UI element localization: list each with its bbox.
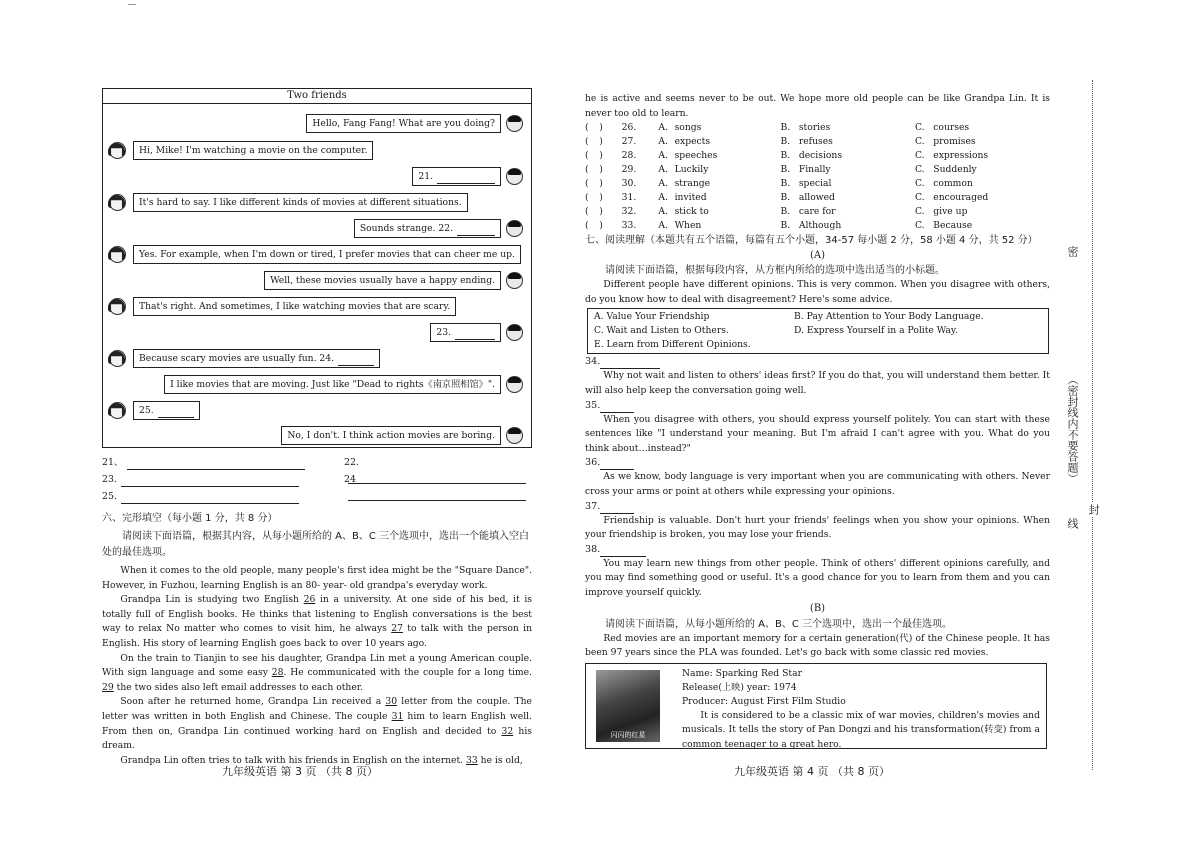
option-letter: B.	[780, 178, 791, 190]
section-6-instruction: 请阅读下面语篇，根据其内容，从每小题所给的 A、B、C 三个选项中，选出一个能填入空白处的最佳选项。	[102, 531, 530, 558]
option-c[interactable]: common	[933, 178, 973, 190]
option-b[interactable]: Finally	[798, 164, 831, 176]
question-number: 29.	[621, 164, 637, 176]
answer-blank-34[interactable]	[600, 358, 660, 369]
dialogue-line: Because scary movies are usually fun. 24.	[133, 349, 380, 368]
option-letter: B.	[780, 192, 791, 204]
heading-options-box	[587, 308, 1049, 354]
cloze-passage	[102, 564, 532, 768]
open-paren: (	[585, 178, 589, 190]
paragraph-34: Why not wait and listen to others' ideas first? If you do that, you will understand them better. It will also help keep the conversation going well.	[585, 370, 1050, 396]
blank-32[interactable]: 32	[501, 725, 514, 737]
option-letter: C.	[914, 178, 925, 190]
answer-label: 24	[344, 474, 356, 485]
cloze-paragraph: Grandpa Lin is studying two English 26 in a university. At one side of his bed, it is totally full of English books. He thinks that listening to English conversations is the best way to relax No matter who comes to visit him, he always 27 to talk with the person in English. His story of learning English goes back to over 10 years ago.	[102, 594, 533, 649]
option-a[interactable]: invited	[674, 192, 707, 204]
question-number: 30.	[621, 178, 637, 190]
answer-blank-35[interactable]	[600, 402, 634, 413]
option-row	[585, 163, 1025, 177]
open-paren: (	[585, 136, 589, 148]
dialogue-title: Two friends	[103, 89, 531, 104]
option-letter: C.	[914, 150, 925, 162]
answer-slot[interactable]: )	[599, 178, 603, 190]
option-letter: C.	[914, 122, 925, 134]
answer-line[interactable]	[127, 460, 305, 470]
part-a-instruction: 请阅读下面语篇，根据每段内容，从方框内所给的选项中选出适当的小标题。	[605, 265, 945, 277]
option-letter: C.	[914, 206, 925, 218]
answer-blank-37[interactable]	[600, 503, 634, 514]
open-paren: (	[585, 164, 589, 176]
answer-slot[interactable]: )	[599, 150, 603, 162]
part-a-label: (A)	[809, 250, 826, 262]
movie-card	[585, 663, 1047, 749]
option-letter: C.	[914, 220, 925, 232]
question-34: 34.	[585, 355, 1050, 369]
dialogue-line: Hi, Mike! I'm watching a movie on the computer.	[133, 141, 373, 160]
dialogue-line: That's right. And sometimes, I like watching movies that are scary.	[133, 297, 456, 316]
margin-char-feng: 封	[1087, 504, 1100, 515]
option-a[interactable]: stick to	[674, 206, 709, 218]
option-c[interactable]: courses	[933, 122, 970, 134]
answer-slot[interactable]: )	[599, 164, 603, 176]
question-37: 37.	[585, 500, 1050, 514]
heading-option: A. Value Your Friendship	[594, 311, 710, 323]
movie-producer: Producer: August First Film Studio	[682, 695, 846, 707]
part-a-intro: Different people have different opinions. This is very common. When you disagree with others, do you know how to deal with disagreement? Here's some advice.	[585, 279, 1050, 305]
page-3	[102, 70, 532, 768]
option-c[interactable]: encouraged	[933, 192, 989, 204]
answer-blank-36[interactable]	[600, 459, 634, 470]
dialogue-line: No, I don't. I think action movies are boring.	[281, 426, 501, 445]
girl-avatar-icon	[109, 246, 126, 263]
answer-line[interactable]	[121, 494, 299, 504]
question-number: 32.	[621, 206, 637, 218]
dialogue-line: 21.	[412, 167, 501, 186]
boy-avatar-icon	[506, 324, 523, 341]
question-38: 38.	[585, 543, 1050, 557]
option-b[interactable]: stories	[798, 122, 831, 134]
dialogue-blank[interactable]	[457, 225, 495, 236]
cloze-continuation: he is active and seems never to be out. We hope more old people can be like Grandpa Lin. It is never too old to learn.	[585, 93, 1050, 119]
option-letter: A.	[658, 164, 668, 176]
option-a[interactable]: Luckily	[674, 164, 709, 176]
option-letter: B.	[780, 122, 791, 134]
option-letter: A.	[658, 136, 668, 148]
cloze-paragraph: Soon after he returned home, Grandpa Lin received a 30 letter from the couple. The letter was written in both English and Chinese. The couple 31 him to learn English well. From then on, Grandpa Lin continued working hard on English and decided to 32 his dream.	[102, 696, 532, 752]
answer-lines	[102, 448, 532, 506]
option-letter: B.	[780, 150, 791, 162]
option-letter: C.	[914, 164, 925, 176]
option-a[interactable]: strange	[674, 178, 711, 190]
part-b-label: (B)	[809, 602, 826, 614]
blank-29[interactable]: 29	[102, 681, 114, 693]
answer-slot[interactable]: )	[599, 206, 603, 218]
part-b-instruction: 请阅读下面语篇，从每小题所给的 A、B、C 三个选项中，选出一个最佳选项。	[605, 618, 953, 630]
dialogue-line: Sounds strange. 22.	[354, 219, 501, 238]
boy-avatar-icon	[506, 272, 523, 289]
option-a[interactable]: songs	[674, 122, 702, 134]
movie-release: Release(上映) year: 1974	[682, 681, 797, 693]
girl-avatar-icon	[109, 402, 126, 419]
heading-option: E. Learn from Different Opinions.	[594, 339, 751, 351]
dialogue-blank[interactable]	[437, 173, 495, 184]
question-35: 35.	[585, 399, 1050, 413]
option-letter: B.	[780, 206, 791, 218]
answer-label: 22.	[344, 457, 359, 468]
answer-blank-38[interactable]	[600, 546, 646, 557]
scan-mark	[128, 0, 136, 5]
option-letter: C.	[914, 192, 925, 204]
margin-char-mi: 密	[1066, 246, 1079, 257]
option-b[interactable]: care for	[798, 206, 836, 218]
option-row	[585, 191, 1025, 205]
option-c[interactable]: expressions	[933, 150, 989, 162]
paragraph-38: You may learn new things from other people. Think of others' different opinions carefully, and you may find something good or useful. It's a good chance for you to learn from them and you can improve yourself quickly.	[585, 557, 1050, 598]
option-letter: A.	[658, 178, 668, 190]
option-row	[585, 135, 1025, 149]
seal-line	[1092, 80, 1093, 770]
option-row	[585, 121, 1025, 135]
dialogue-line: Hello, Fang Fang! What are you doing?	[306, 114, 501, 133]
option-letter: C.	[914, 136, 925, 148]
answer-slot[interactable]: )	[599, 136, 603, 148]
dialogue-blank[interactable]	[455, 329, 495, 340]
open-paren: (	[585, 150, 589, 162]
option-c[interactable]: Because	[933, 220, 973, 232]
heading-option: C. Wait and Listen to Others.	[594, 325, 729, 337]
option-letter: A.	[658, 220, 668, 232]
girl-avatar-icon	[109, 142, 126, 159]
cloze-paragraph: On the train to Tianjin to see his daughter, Grandpa Lin met a young American couple. With sign language and some easy 28. He communicated with the couple for a long time. 29 the two sides also left email addresses to each other.	[102, 652, 532, 693]
boy-avatar-icon	[506, 427, 523, 444]
dialogue-line: Yes. For example, when I'm down or tired, I prefer movies that can cheer me up.	[133, 245, 521, 264]
option-a[interactable]: expects	[674, 136, 711, 148]
answer-slot[interactable]: )	[599, 192, 603, 204]
open-paren: (	[585, 122, 589, 134]
question-number: 27.	[621, 136, 637, 148]
answer-label: 21、	[102, 457, 124, 468]
question-number: 31.	[621, 192, 637, 204]
answer-line[interactable]	[348, 491, 526, 501]
question-36: 36.	[585, 456, 1050, 470]
answer-slot[interactable]: )	[599, 122, 603, 134]
option-b[interactable]: allowed	[798, 192, 835, 204]
dialogue-box	[102, 88, 532, 448]
heading-option: B. Pay Attention to Your Body Language.	[794, 311, 984, 323]
cloze-options	[585, 121, 1025, 233]
answer-line[interactable]	[121, 477, 299, 487]
question-number: 28.	[621, 150, 637, 162]
option-a[interactable]: speeches	[674, 150, 718, 162]
margin-note: （密封线内不要答题）	[1066, 374, 1079, 484]
boy-avatar-icon	[506, 115, 523, 132]
blank-28[interactable]: 28	[271, 667, 284, 679]
option-letter: B.	[780, 220, 791, 232]
dialogue-line: Well, these movies usually have a happy ending.	[264, 271, 501, 290]
option-row	[585, 149, 1025, 163]
blank-27[interactable]: 27	[391, 623, 403, 635]
movie-name: Name: Sparking Red Star	[682, 667, 802, 679]
paragraph-37: Friendship is valuable. Don't hurt your friends' feelings when you show your opinions. When your friendship is broken, you may lose your friends.	[585, 514, 1050, 541]
option-letter: A.	[658, 150, 668, 162]
dialogue-line: 23.	[430, 323, 501, 342]
paragraph-35: When you disagree with others, you should express yourself politely. You can start with these sentences like "I understand your meaning. But I'm afraid I can't agree with you. What do you think about…instead?"	[585, 413, 1050, 454]
answer-label: 23.	[102, 474, 117, 485]
movie-description: It is considered to be a classic mix of war movies, children's movies and musicals. It tells the story of Pan Dongzi and his transformation(转变) from a common teenager to a great hero.	[682, 709, 1040, 750]
option-a[interactable]: When	[674, 220, 702, 232]
option-row	[585, 219, 1025, 233]
page-4	[585, 70, 1050, 749]
option-row	[585, 177, 1025, 191]
option-letter: A.	[658, 192, 668, 204]
paragraph-36: As we know, body language is very important when you are communicating with others. Never cross your arms or point at others while expressing your opinions.	[585, 471, 1050, 497]
section-7-title: 七、阅读理解（本题共有五个语篇，每篇有五个小题，34-57 每小题 2 分，58 小题 4 分，共 52 分）	[585, 235, 1038, 247]
cloze-paragraph: Grandpa Lin often tries to talk with his friends in English on the internet. 33 he is old,	[120, 754, 523, 766]
blank-33[interactable]: 33	[466, 754, 478, 766]
option-letter: B.	[780, 136, 791, 148]
heading-option: D. Express Yourself in a Polite Way.	[794, 325, 958, 337]
blank-31[interactable]: 31	[391, 710, 404, 722]
open-paren: (	[585, 206, 589, 218]
dialogue-line: It's hard to say. I like different kinds of movies at different situations.	[133, 193, 468, 212]
poster-caption: 闪闪的红星	[610, 730, 646, 739]
blank-26[interactable]: 26	[303, 594, 316, 606]
part-b-intro: Red movies are an important memory for a certain generation(代) of the Chinese people. It has been 97 years since the PLA was founded. Let's go back with some classic red movies.	[585, 632, 1050, 659]
cloze-paragraph: When it comes to the old people, many people's first idea might be the "Square Dance". However, in Fuzhou, learning English is an 80- year- old grandpa's everyday work.	[102, 565, 532, 591]
option-b[interactable]: special	[798, 178, 832, 190]
girl-avatar-icon	[109, 298, 126, 315]
answer-slot[interactable]: )	[599, 220, 603, 232]
option-letter: B.	[780, 164, 791, 176]
question-number: 26.	[621, 122, 637, 134]
page-4-footer: 九年级英语 第 4 页 （共 8 页）	[734, 765, 890, 778]
option-b[interactable]: refuses	[798, 136, 833, 148]
open-paren: (	[585, 192, 589, 204]
girl-avatar-icon	[109, 350, 126, 367]
option-letter: A.	[658, 206, 668, 218]
dialogue-line: 25.	[133, 401, 200, 420]
answer-label: 25.	[102, 491, 117, 502]
dialogue-line: I like movies that are moving. Just like "Dead to rights《南京照相馆》".	[164, 375, 501, 394]
section-6-title: 六、完形填空（每小题 1 分，共 8 分）	[102, 513, 278, 524]
girl-avatar-icon	[109, 194, 126, 211]
page-3-footer: 九年级英语 第 3 页 （共 8 页）	[222, 765, 378, 778]
option-c[interactable]: Suddenly	[933, 164, 977, 176]
question-number: 33.	[621, 220, 637, 232]
blank-30[interactable]: 30	[385, 696, 398, 708]
option-c[interactable]: give up	[933, 206, 968, 218]
option-row	[585, 205, 1025, 219]
boy-avatar-icon	[506, 376, 523, 393]
option-b[interactable]: Although	[798, 220, 842, 232]
margin-char-xian: 线	[1066, 518, 1079, 529]
option-letter: A.	[658, 122, 668, 134]
boy-avatar-icon	[506, 220, 523, 237]
open-paren: (	[585, 220, 589, 232]
dialogue-blank[interactable]	[338, 355, 374, 366]
option-b[interactable]: decisions	[798, 150, 843, 162]
dialogue-blank[interactable]	[158, 407, 194, 418]
boy-avatar-icon	[506, 168, 523, 185]
option-c[interactable]: promises	[933, 136, 976, 148]
